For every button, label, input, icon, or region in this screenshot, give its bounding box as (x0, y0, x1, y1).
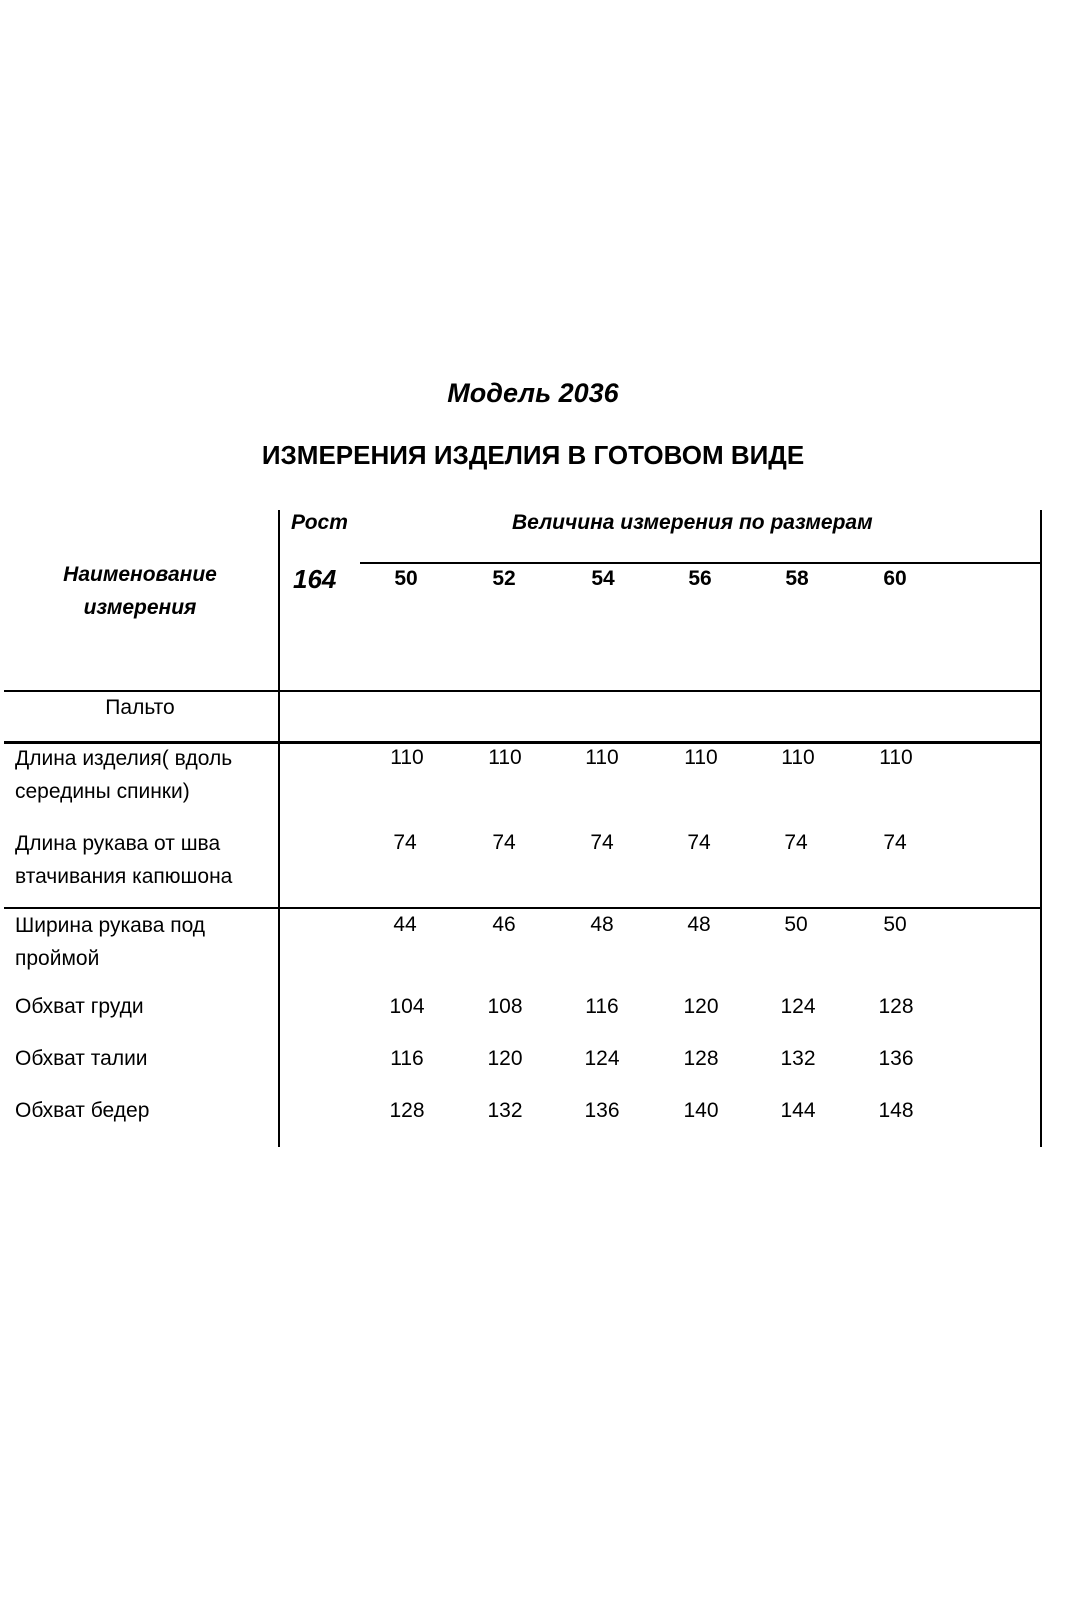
table-cell: 50 (784, 913, 808, 936)
model-title: Модель 2036 (447, 378, 619, 408)
table-cell: 124 (780, 995, 816, 1018)
measurement-name-header-line2: измерения (83, 596, 197, 619)
table-cell: 108 (487, 995, 523, 1018)
header-bottom-rule (4, 690, 1042, 692)
height-value: 164 (293, 564, 337, 594)
table-cell: 74 (393, 831, 417, 854)
table-cell: 74 (590, 831, 614, 854)
table-cell: 132 (487, 1099, 523, 1122)
table-row-label (15, 909, 205, 975)
table-cell: 110 (585, 746, 619, 769)
table-cell: 128 (878, 995, 914, 1018)
table-cell: 110 (879, 746, 913, 769)
table-cell: 44 (393, 913, 417, 936)
column-divider (278, 510, 280, 1147)
row-label-line1: Длина рукава от шва (15, 832, 221, 855)
table-cell: 120 (487, 1047, 523, 1070)
garment-section-label: Пальто (105, 696, 175, 719)
size-header: 52 (492, 567, 516, 590)
table-cell: 74 (492, 831, 516, 854)
table-cell: 136 (584, 1099, 620, 1122)
table-cell: 48 (590, 913, 614, 936)
row-label-line2: середины спинки) (15, 780, 190, 803)
size-header: 58 (785, 567, 809, 590)
table-subtitle: ИЗМЕРЕНИЯ ИЗДЕЛИЯ В ГОТОВОМ ВИДЕ (261, 440, 805, 470)
size-header: 56 (688, 567, 712, 590)
table-cell: 50 (883, 913, 907, 936)
table-cell: 46 (492, 913, 516, 936)
table-cell: 124 (584, 1047, 620, 1070)
table-cell: 136 (878, 1047, 914, 1070)
table-cell: 132 (780, 1047, 816, 1070)
table-cell: 110 (781, 746, 815, 769)
height-label: Рост (291, 511, 348, 534)
table-cell: 140 (683, 1099, 719, 1122)
table-cell: 148 (878, 1099, 914, 1122)
table-cell: 74 (784, 831, 808, 854)
table-row-label (15, 742, 232, 808)
row-label-line2: втачивания капюшона (15, 865, 233, 888)
measurement-name-header-line1: Наименование (63, 563, 217, 586)
size-header-rule (360, 562, 1042, 564)
row-label-line2: проймой (15, 947, 100, 970)
table-row-label: Обхват талии (15, 1047, 148, 1070)
table-row-label: Обхват бедер (15, 1099, 150, 1122)
size-group-header: Величина измерения по размерам (512, 511, 873, 534)
table-cell: 116 (585, 995, 619, 1018)
table-right-border (1040, 510, 1042, 1147)
table-cell: 74 (687, 831, 711, 854)
table-cell: 110 (488, 746, 522, 769)
row-label-line1: Ширина рукава под (15, 914, 206, 937)
table-cell: 110 (390, 746, 424, 769)
table-cell: 104 (389, 995, 425, 1018)
table-cell: 144 (780, 1099, 816, 1122)
table-cell: 48 (687, 913, 711, 936)
table-cell: 128 (683, 1047, 719, 1070)
row-label-line1: Длина изделия( вдоль (15, 747, 233, 770)
size-header: 54 (591, 567, 615, 590)
size-header: 50 (394, 567, 418, 590)
table-cell: 110 (684, 746, 718, 769)
table-cell: 120 (683, 995, 719, 1018)
table-row-label (15, 827, 232, 893)
size-header: 60 (883, 567, 907, 590)
table-cell: 128 (389, 1099, 425, 1122)
table-cell: 74 (883, 831, 907, 854)
table-cell: 116 (390, 1047, 424, 1070)
measurement-name-header (20, 558, 260, 624)
table-row-label: Обхват груди (15, 995, 144, 1018)
